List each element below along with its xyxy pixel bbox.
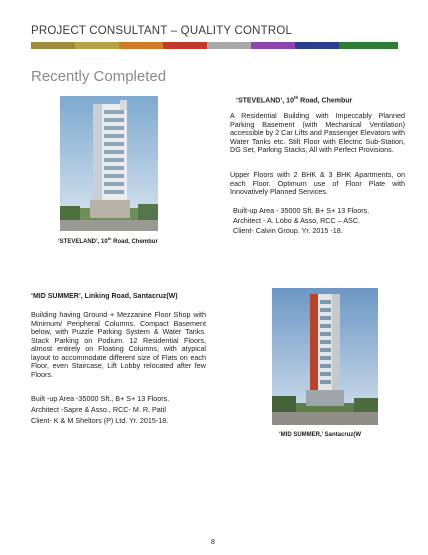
color-bar-segment: [119, 42, 163, 49]
page-number: 8: [211, 539, 215, 546]
color-bar-segment: [339, 42, 398, 49]
color-bar-segment: [295, 42, 339, 49]
steveland-building-photo: [60, 96, 158, 231]
steveland-description: A Residential Building with Impeccably Planned Parking Basement (with Mechanical Ventilation) accessible by 2 Car Lifts and Passenger Elevators with Water Tanks etc. Stilt Floor with Electric Sub-Station, DG Set, Parking Stacks, All with Perfect Provisions.: [230, 111, 405, 154]
steveland-area: Built-up Area - 35000 Sft. B+ S+ 13 Floors.: [233, 206, 370, 215]
mid-summer-building-photo: [272, 288, 378, 425]
steveland-heading: ‘STEVELAND’, 10th Road, Chembur: [236, 95, 353, 105]
page-header-title: PROJECT CONSULTANT – QUALITY CONTROL: [31, 25, 293, 37]
header-color-bar: [31, 42, 398, 49]
color-bar-segment: [163, 42, 207, 49]
steveland-photo-caption: ‘STEVELAND’, 10th Road, Chembur: [58, 236, 158, 245]
mid-summer-architect: Architect -Sapre & Asso., RCC- M. R. Patil: [31, 405, 167, 414]
mid-summer-heading: ‘MID SUMMER’, Linking Road, Santacruz(W): [31, 293, 178, 300]
mid-summer-photo-caption: ‘MID SUMMER,’ Santacruz(W: [279, 432, 362, 438]
mid-summer-area: Built -up Area -35000 Sft., B+ S+ 13 Floors.: [31, 394, 170, 403]
mid-summer-description: Building having Ground + Mezzanine Floor Shop with Minimum/ Peripheral Columns. Compact Basement below, with Puzzle Parking System & Water Tanks. Stack Parking on Podium. 12 Residential Floors, almost entirely on Floating Columns, with atypical layout to accommodate different size of Flats on each Floor, even Staircase, Lift Lobby relocated after few Floors.: [31, 310, 206, 379]
color-bar-segment: [207, 42, 251, 49]
color-bar-segment: [75, 42, 119, 49]
mid-summer-client: Client- K & M Sheltors (P) Ltd. Yr. 2015-18.: [31, 416, 169, 425]
color-bar-segment: [251, 42, 295, 49]
color-bar-segment: [31, 42, 75, 49]
steveland-client: Client- Calvin Group. Yr. 2015 -18.: [233, 226, 343, 235]
steveland-upper-floors: Upper Floors with 2 BHK & 3 BHK Apartments, on each Floor. Optimum use of Floor Plate with Innovatively Planned Services.: [230, 170, 405, 196]
steveland-architect: Architect - A. Lobo & Asso, RCC – ASC.: [233, 216, 361, 225]
section-title: Recently Completed: [31, 68, 167, 85]
